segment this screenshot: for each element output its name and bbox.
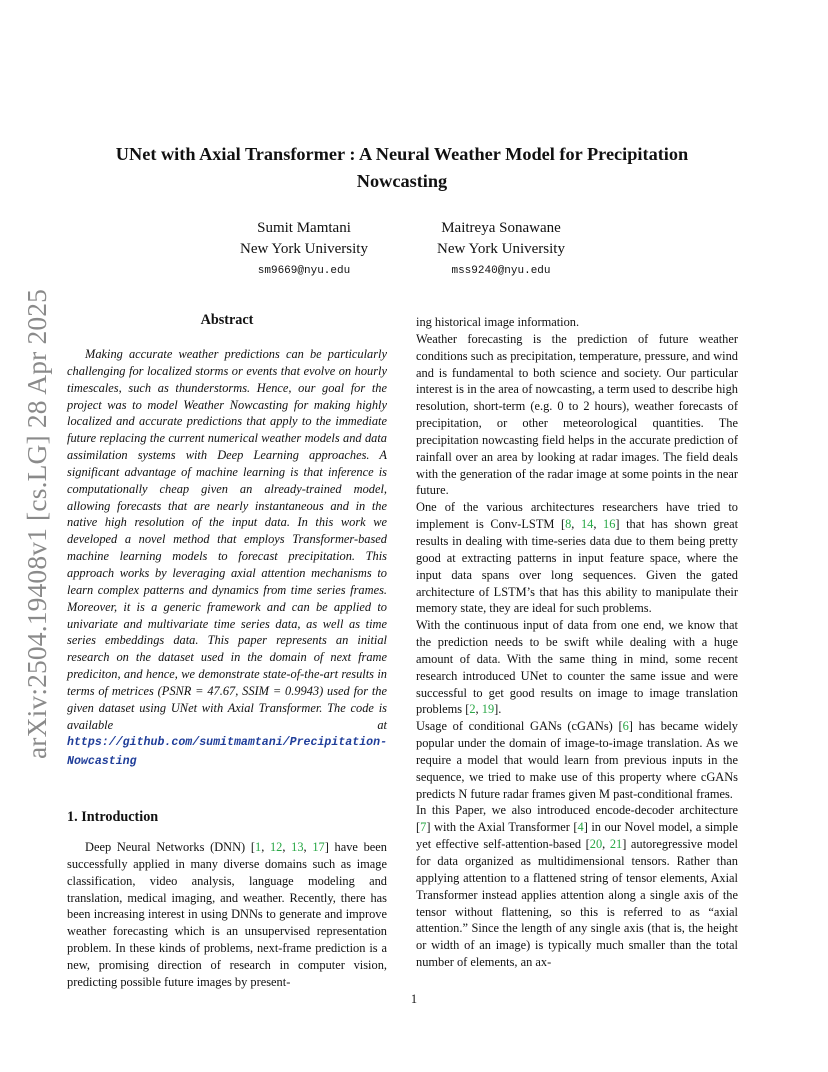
text-run: With the continuous input of data from one end, we know that the prediction needs to be swift while dealing with a huge amount of data. With the same thing in mind, some recent research introduced UNet to counter the same issue and were successful to get good results on image to image translation problems [: [416, 618, 738, 717]
text-run: Usage of conditional GANs (cGANs) [: [416, 719, 623, 734]
text-run: ] in our Novel model, a simple yet effective self-attention-based [: [416, 820, 738, 852]
page-number: 1: [410, 992, 418, 1006]
abstract-heading: Abstract: [200, 312, 254, 328]
paper-title: UNet with Axial Transformer : A Neural Weather Model for Precipitation Nowcasting: [115, 144, 689, 191]
text-run: One of the various architectures researchers have tried to implement is Conv-LSTM [: [416, 500, 738, 532]
author-affiliation: New York University: [437, 241, 565, 257]
arxiv-identifier-text: arXiv:2504.19408v1 [cs.LG] 28 Apr 2025: [21, 288, 52, 759]
author-affiliation: New York University: [240, 241, 368, 257]
text-run: ] autoregressive model for data organized as multidimensional tensors. Rather than applying attention to a flattened string of tensor elements, Axial Transformer instead applies attention along a single axis of the tensor without flattening, so this is referred to as “axial attention.” Since the length of any single axis (that is, the height or width of an image) is typically much smaller than the total number of elements, an ax-: [416, 837, 738, 970]
citation-link[interactable]: 17: [312, 840, 325, 855]
abstract-body: [67, 346, 387, 771]
citation-link[interactable]: 8: [565, 517, 572, 532]
author-email[interactable]: mss9240@nyu.edu: [451, 265, 551, 277]
author-name: Sumit Mamtani: [257, 220, 351, 236]
body-paragraph: With the continuous input of data from one end, we know that the prediction needs to be swift while dealing with a huge amount of data. With the same thing in mind, some recent research introduced UNet to counter the same issue and were successful to get good results on image to image translation problems [2, 19].: [416, 618, 738, 717]
author-email[interactable]: sm9669@nyu.edu: [257, 265, 351, 277]
citation-link[interactable]: 6: [622, 719, 629, 734]
text-run: ] that has shown great results in dealing with time-series data due to them being pretty good at extracting patterns in input feature space, where the input data spans over long sequences. Given the gated architecture of LSTM’s that has this ability to manipulate their memory state, they are ideal for such problems.: [416, 517, 739, 616]
body-paragraph: In this Paper, we also introduced encode-decoder architecture [7] with the Axial Transformer [4] in our Novel model, a simple yet effective self-attention-based [20, 21] autoregressive model for data organized as multidimensional tensors. Rather than applying attention to a flattened string of tensor elements, Axial Transformer instead applies attention along a single axis of the tensor without flattening, so this is referred to as “axial attention.” Since the length of any single axis (that is, the height or width of an image) is typically much smaller than the total number of elements, an ax-: [416, 803, 738, 970]
body-paragraph: [416, 718, 738, 802]
citation-link[interactable]: 19: [481, 702, 495, 717]
citation-link[interactable]: 20: [589, 837, 603, 852]
body-paragraph: Weather forecasting is the prediction of future weather conditions such as precipitation, temperature, pressure, and wind and is fundamental to both science and society. Our particular interest is in the area of nowcasting, a term used to describe high resolution, short-term (e.g. 0 to 2 hours), weather forecasts of precipitation, or other meteorological quantities. The precipitation nowcasting field helps in the accurate prediction of rainfall over an area by looking at radar images. The field deals with the generation of the radar image at some points in the near future.: [416, 331, 738, 498]
text-run: ] have been successfully applied in many diverse domains such as image classification, video analysis, language modeling and translation, medical imaging, and weather. Recently, there has been increasing interest in using DNNs to generate and improve weather forecasting which is an unsupervised representation problem. In these kinds of problems, next-frame prediction is a new, promising direction of research in computer vision, predicting possible future images by present-: [67, 840, 387, 989]
citation-link[interactable]: 21: [609, 837, 623, 852]
intro-paragraph: Deep Neural Networks (DNN) [1, 12, 13, 17] have been successfully applied in many diverse domains such as image classification, video analysis, language modeling and translation, medical imaging, and weather. Recently, there has been increasing interest in using DNNs to generate and improve weather forecasting which is an unsupervised representation problem. In these kinds of problems, next-frame prediction is a new, promising direction of research in computer vision, predicting possible future images by present-: [67, 840, 387, 989]
citation-link[interactable]: 12: [269, 840, 283, 855]
author-block: [396, 218, 606, 281]
citation-link[interactable]: 13: [291, 840, 304, 855]
body-paragraph: One of the various architectures researchers have tried to implement is Conv-LSTM [8, 14, 16] that has shown great results in dealing with time-series data due to them being pretty good at extracting patterns in input feature space, where the input data spans over long sequences. Given the gated architecture of LSTM’s that has this ability to manipulate their memory state, they are ideal for such problems.: [416, 500, 739, 616]
arxiv-identifier-stamp: [18, 287, 56, 760]
continued-paragraph: ing historical image information.: [416, 315, 580, 329]
author-name: Maitreya Sonawane: [441, 220, 561, 236]
citation-link[interactable]: 7: [420, 820, 427, 835]
text-run: ] has became widely popular under the domain of image-to-image translation. As we require a model that would learn from previous inputs in the sequence, we tried to make use of this property where cGANs predicts N future radar frames given M past-conditional frames.: [416, 719, 738, 801]
left-column: [67, 310, 387, 991]
text-run: ].: [494, 702, 502, 717]
text-run: In this Paper, we also introduced encode-decoder architecture [: [416, 803, 738, 835]
citation-link[interactable]: 14: [580, 517, 594, 532]
text-run: ] with the Axial Transformer [: [426, 820, 578, 835]
text-run: Deep Neural Networks (DNN) [: [85, 840, 255, 855]
code-link[interactable]: https://github.com/sumitmamtani/Precipitation-Nowcasting: [67, 736, 388, 769]
citation-link[interactable]: 2: [469, 702, 476, 717]
author-block: [199, 218, 409, 281]
citation-link[interactable]: 4: [577, 820, 584, 835]
right-column: [416, 314, 738, 971]
citation-link[interactable]: 16: [603, 517, 616, 532]
citation-link[interactable]: 1: [254, 840, 262, 855]
abstract-text: Making accurate weather predictions can be particularly challenging for localized storms or events that evolve on hourly timescales, such as thunderstorms. Hence, our goal for the project was to model Weather Nowcasting for making highly localized and accurate predictions that apply to the immediate future replacing the current numerical weather models and data assimilation systems with Deep Learning approaches. A significant advantage of machine learning is that inference is computationally cheap given an already-trained model, allowing forecasts that are nearly instantaneous and in the native high resolution of the input data. In this work we developed a novel method that employs Transformer-based machine learning models to forecast precipitation. This approach works by leveraging axial attention mechanisms to learn complex patterns and dynamics from time series frames. Moreover, it is a generic framework and can be applied to univariate and multivariate time series data, as well as time series embeddings data. This paper represents an initial research on the dataset used in the domain of next frame prediciton, and hence, we demonstrate state-of-the-art results in terms of metrices (PSNR = 47.67, SSIM = 0.9943) used for the given dataset using UNet with Axial Transformer. The code is available at: [67, 347, 387, 732]
section-heading-introduction: 1. Introduction: [67, 809, 159, 826]
